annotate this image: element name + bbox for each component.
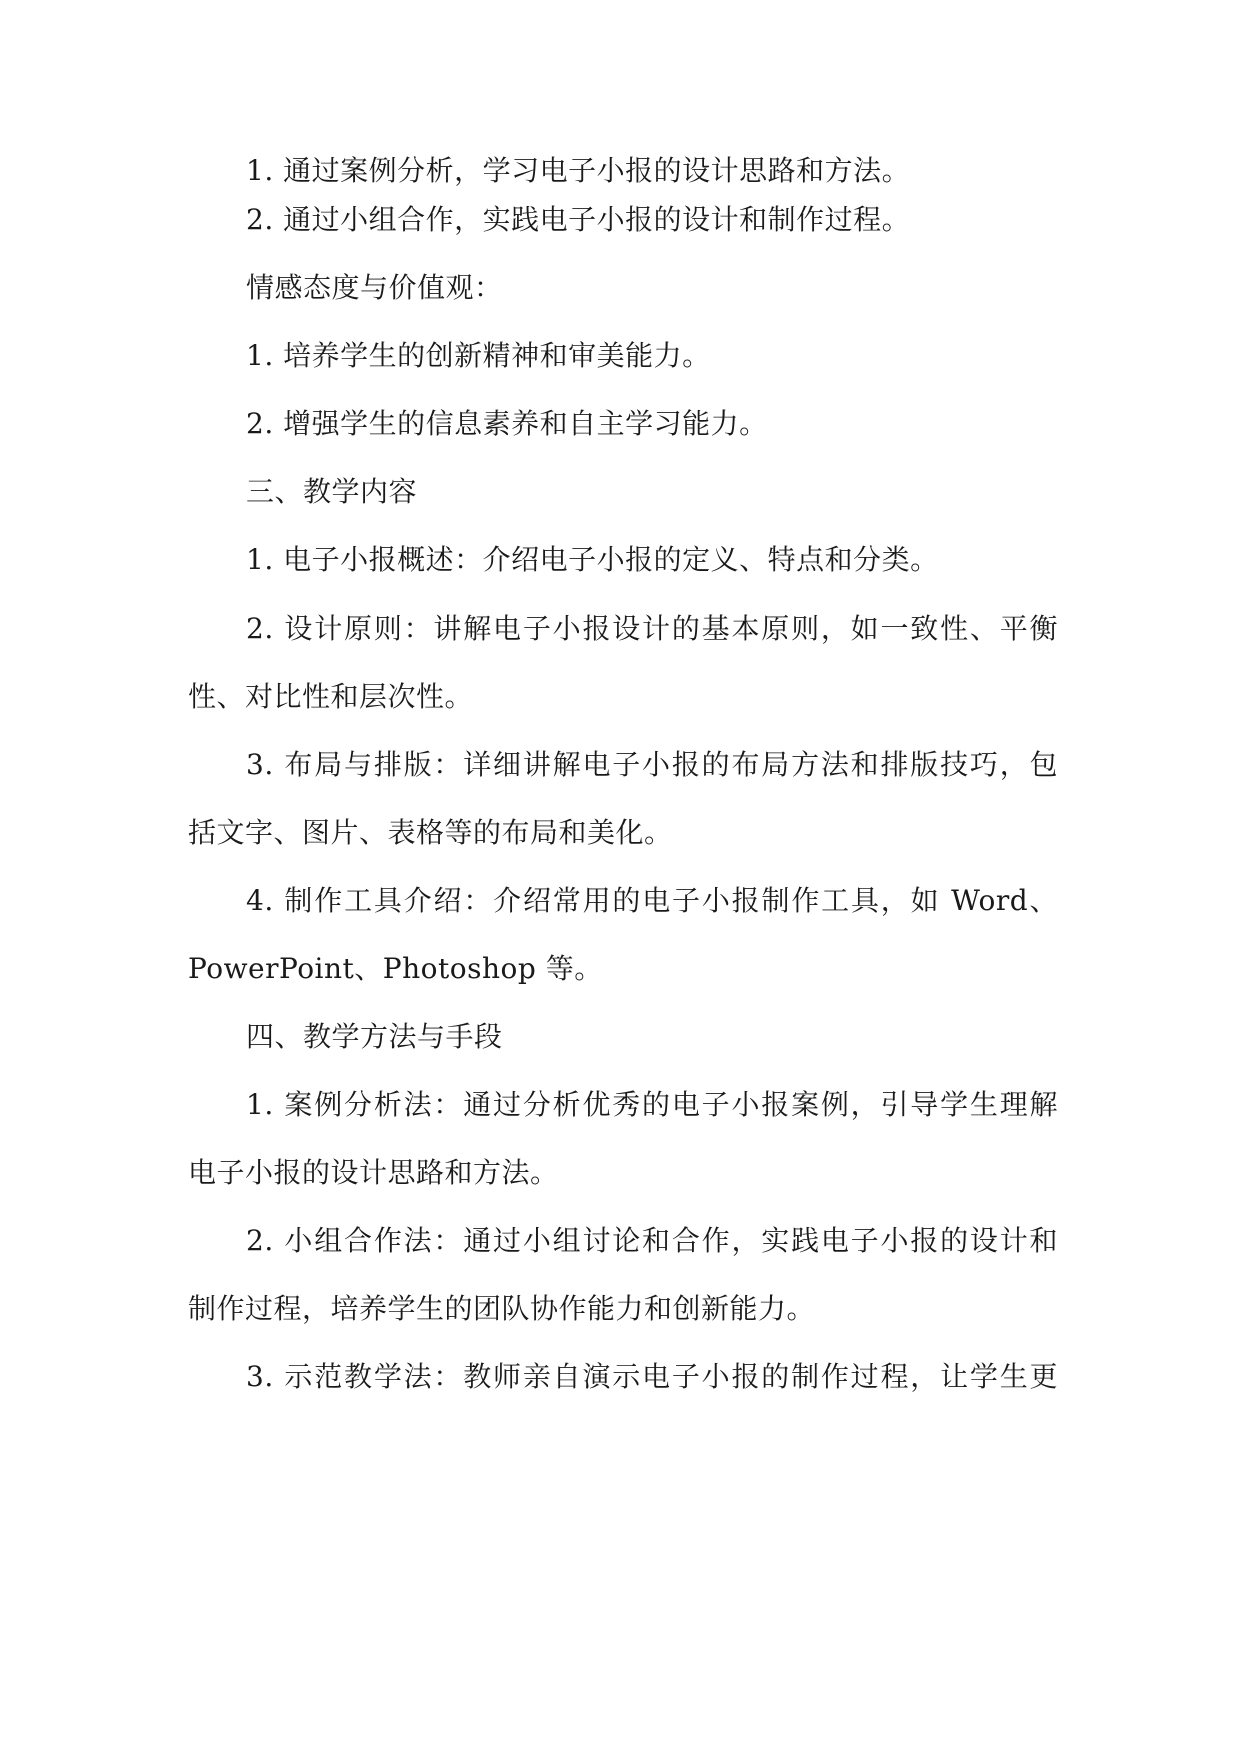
- text-line: PowerPoint、Photoshop 等。: [188, 952, 603, 985]
- text-line: 3. 布局与排版：详细讲解电子小报的布局方法和排版技巧，包: [246, 748, 1058, 781]
- section-heading: 三、教学内容: [246, 475, 418, 508]
- text-line: 2. 增强学生的信息素养和自主学习能力。: [246, 407, 768, 440]
- text-line: 括文字、图片、表格等的布局和美化。: [188, 816, 673, 849]
- text-line: 2. 设计原则：讲解电子小报设计的基本原则，如一致性、平衡: [246, 612, 1058, 645]
- text-line: 1. 培养学生的创新精神和审美能力。: [246, 339, 711, 372]
- text-line: 1. 通过案例分析，学习电子小报的设计思路和方法。: [246, 154, 911, 187]
- text-line: 4. 制作工具介绍：介绍常用的电子小报制作工具，如 Word、: [246, 884, 1058, 917]
- section-subheading: 情感态度与价值观：: [246, 271, 503, 304]
- text-line: 2. 通过小组合作，实践电子小报的设计和制作过程。: [246, 203, 911, 236]
- text-line: 2. 小组合作法：通过小组讨论和合作，实践电子小报的设计和: [246, 1224, 1058, 1257]
- text-line: 1. 电子小报概述：介绍电子小报的定义、特点和分类。: [246, 543, 939, 576]
- text-line: 3. 示范教学法：教师亲自演示电子小报的制作过程，让学生更: [246, 1360, 1058, 1393]
- section-heading: 四、教学方法与手段: [246, 1020, 503, 1053]
- text-line: 制作过程，培养学生的团队协作能力和创新能力。: [188, 1292, 816, 1325]
- text-line: 电子小报的设计思路和方法。: [188, 1156, 559, 1189]
- text-line: 性、对比性和层次性。: [188, 680, 474, 713]
- text-line: 1. 案例分析法：通过分析优秀的电子小报案例，引导学生理解: [246, 1088, 1058, 1121]
